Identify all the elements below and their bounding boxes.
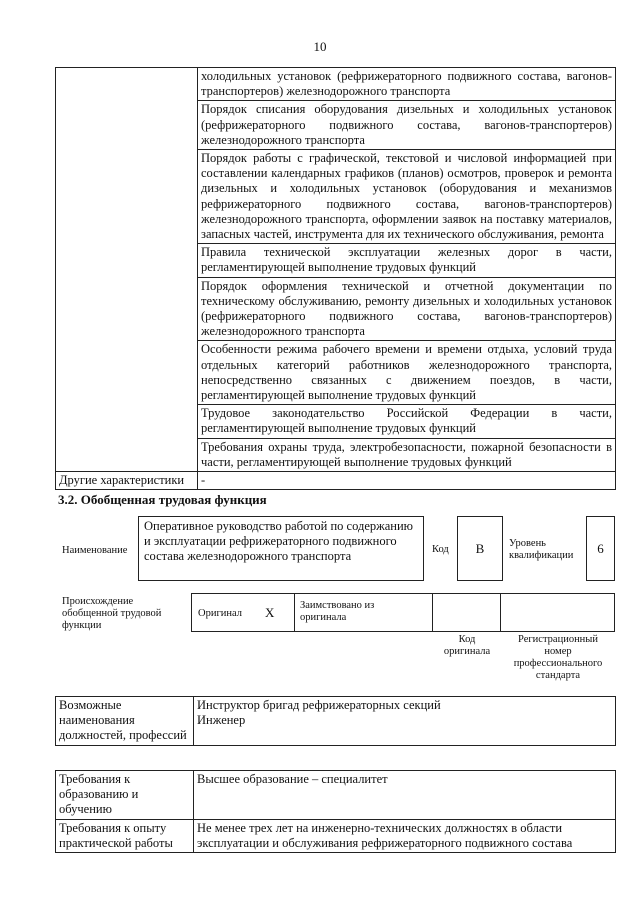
function-code: B (475, 541, 485, 556)
positions-table (55, 696, 616, 746)
table-row (56, 472, 616, 490)
reg-cell-divider (500, 593, 501, 632)
education-value: Высшее образование – специалитет (194, 771, 616, 820)
code-caption: Код оригинала (443, 634, 491, 657)
level-label: Уровень квалификации (509, 538, 574, 561)
table-label-cell (56, 68, 198, 472)
other-characteristics-value: - (198, 472, 616, 490)
experience-value: Не менее трех лет на инженерно-технических должностях в области эксплуатации и обслуживания рефрижераторного подвижного состава (194, 819, 616, 852)
code-cell-divider (432, 593, 433, 632)
section-heading: 3.2. Обобщенная трудовая функция (58, 492, 267, 507)
requirements-table (55, 770, 616, 853)
reg-caption: Регистрационный номер профессионального стандарта (513, 634, 603, 681)
table-row (56, 771, 616, 820)
table-row (56, 697, 616, 746)
knowledge-table (55, 67, 616, 490)
position-item: Инструктор бригад рефрижераторных секций (197, 698, 441, 712)
table-row (56, 819, 616, 852)
other-characteristics-label: Другие характеристики (56, 472, 198, 490)
education-label: Требования к образованию и обучению (56, 771, 194, 820)
knowledge-item: Правила технической эксплуатации железных дорог в части, регламентирующей выполнение трудовых функций (198, 244, 616, 277)
experience-label: Требования к опыту практической работы (56, 819, 194, 852)
name-label: Наименование (62, 545, 128, 556)
name-value-box (138, 516, 424, 581)
origin-label: Происхождение обобщенной трудовой функции (62, 596, 162, 631)
knowledge-item: Особенности режима рабочего времени и времени отдыха, условий труда отдельных категорий работников железнодорожного транспорта, непосредственно связанных с движением поездов, в части, регламентирующей выполнение трудовых функций (198, 341, 616, 405)
position-item: Инженер (197, 713, 246, 728)
knowledge-item: Порядок оформления технической и отчетной документации по техническому обслуживанию, ремонту дизельных и холодильных установок (рефрижераторного подвижного состава, вагонов-транспортеров) железнодорожного транспорта (198, 277, 616, 341)
table-row (56, 68, 616, 101)
knowledge-item: Порядок работы с графической, текстовой и числовой информацией при составлении календарных графиков (планов) осмотров, проверок и ремонта дизельных и холодильных установок (оборудования и механизмов рефрижераторного подвижного состава, вагонов-транспортеров) железнодорожного транспорта, оформлении заявок на поставку материалов, запасных частей, инструмента для их технического обслуживания, ремонта (198, 150, 616, 244)
code-label: Код (432, 544, 449, 555)
knowledge-item: холодильных установок (рефрижераторного подвижного состава, вагонов-транспортеров) железнодорожного транспорта (198, 68, 616, 101)
original-cell-divider (294, 593, 295, 632)
borrowed-label: Заимствовано из оригинала (300, 600, 375, 623)
positions-label: Возможные наименования должностей, профессий (56, 697, 194, 746)
original-mark: X (265, 605, 275, 620)
original-label: Оригинал (198, 608, 242, 619)
level-box (586, 516, 615, 581)
page-number: 10 (313, 39, 327, 54)
positions-values (194, 697, 616, 746)
knowledge-item: Порядок списания оборудования дизельных и холодильных установок (рефрижераторного подвижного состава, вагонов-транспортеров) железнодорожного транспорта (198, 101, 616, 150)
code-box (457, 516, 503, 581)
function-name: Оперативное руководство работой по содержанию и эксплуатации рефрижераторного подвижного состава железнодорожного транспорта (144, 519, 414, 563)
function-level: 6 (597, 541, 604, 556)
knowledge-item: Трудовое законодательство Российской Федерации в части, регламентирующей выполнение трудовых функций (198, 405, 616, 438)
knowledge-item: Требования охраны труда, электробезопасности, пожарной безопасности в части, регламентирующей выполнение трудовых функций (198, 438, 616, 471)
